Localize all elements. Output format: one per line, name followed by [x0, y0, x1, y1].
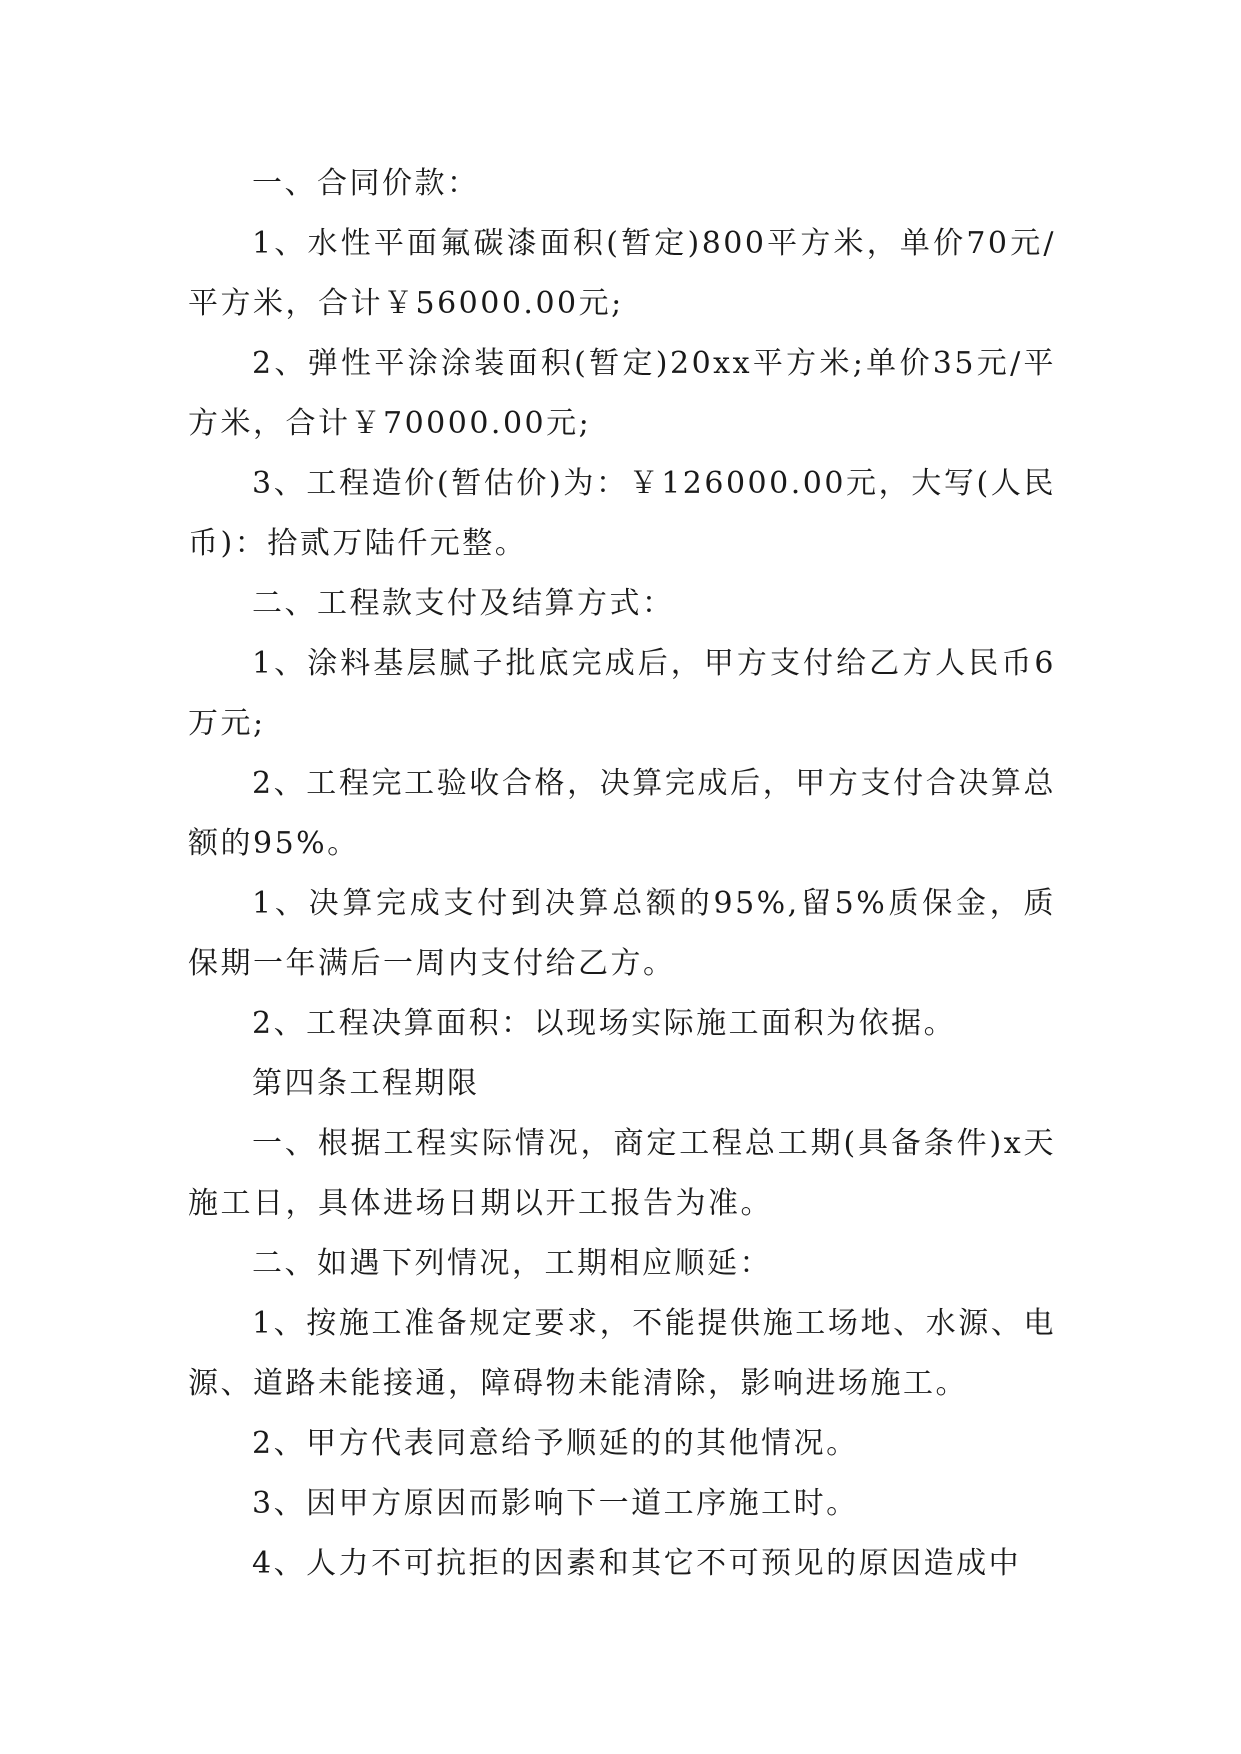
paragraph-extension-site: 1、按施工准备规定要求，不能提供施工场地、水源、电源、道路未能接通，障碍物未能清除，影响进场施工。: [188, 1306, 1056, 1401]
paragraph-fluorocarbon-paint: 1、水性平面氟碳漆面积(暂定)800平方米，单价70元/平方米，合计￥56000.00元;: [188, 226, 1056, 321]
paragraph-project-cost: 3、工程造价(暂估价)为：￥126000.00元，大写(人民币)：拾贰万陆仟元整。: [188, 466, 1056, 561]
paragraph-extension-party-a: 3、因甲方原因而影响下一道工序施工时。: [252, 1486, 859, 1521]
paragraph-payment-heading: 二、工程款支付及结算方式：: [252, 586, 675, 621]
paragraph-article-four-heading: 第四条工程期限: [252, 1066, 480, 1101]
paragraph-first-payment: 1、涂料基层腻子批底完成后，甲方支付给乙方人民币6万元;: [188, 646, 1056, 741]
paragraph-contract-price-heading: 一、合同价款：: [252, 166, 480, 201]
paragraph-construction-period: 一、根据工程实际情况，商定工程总工期(具备条件)x天施工日，具体进场日期以开工报告为准。: [188, 1126, 1056, 1221]
paragraph-second-payment: 2、工程完工验收合格，决算完成后，甲方支付合决算总额的95%。: [188, 766, 1056, 861]
paragraph-extension-approved: 2、甲方代表同意给予顺延的的其他情况。: [252, 1426, 859, 1461]
paragraph-retention: 1、决算完成支付到决算总额的95%,留5%质保金，质保期一年满后一周内支付给乙方。: [188, 886, 1056, 981]
paragraph-extension-heading: 二、如遇下列情况，工期相应顺延：: [252, 1246, 772, 1281]
paragraph-extension-force-majeure: 4、人力不可抗拒的因素和其它不可预见的原因造成中: [252, 1546, 1022, 1581]
paragraph-elastic-coating: 2、弹性平涂涂装面积(暂定)20xx平方米;单价35元/平方米，合计￥70000.00元;: [188, 346, 1056, 441]
document-body: [188, 154, 1056, 1594]
paragraph-settlement-area: 2、工程决算面积：以现场实际施工面积为依据。: [252, 1006, 957, 1041]
